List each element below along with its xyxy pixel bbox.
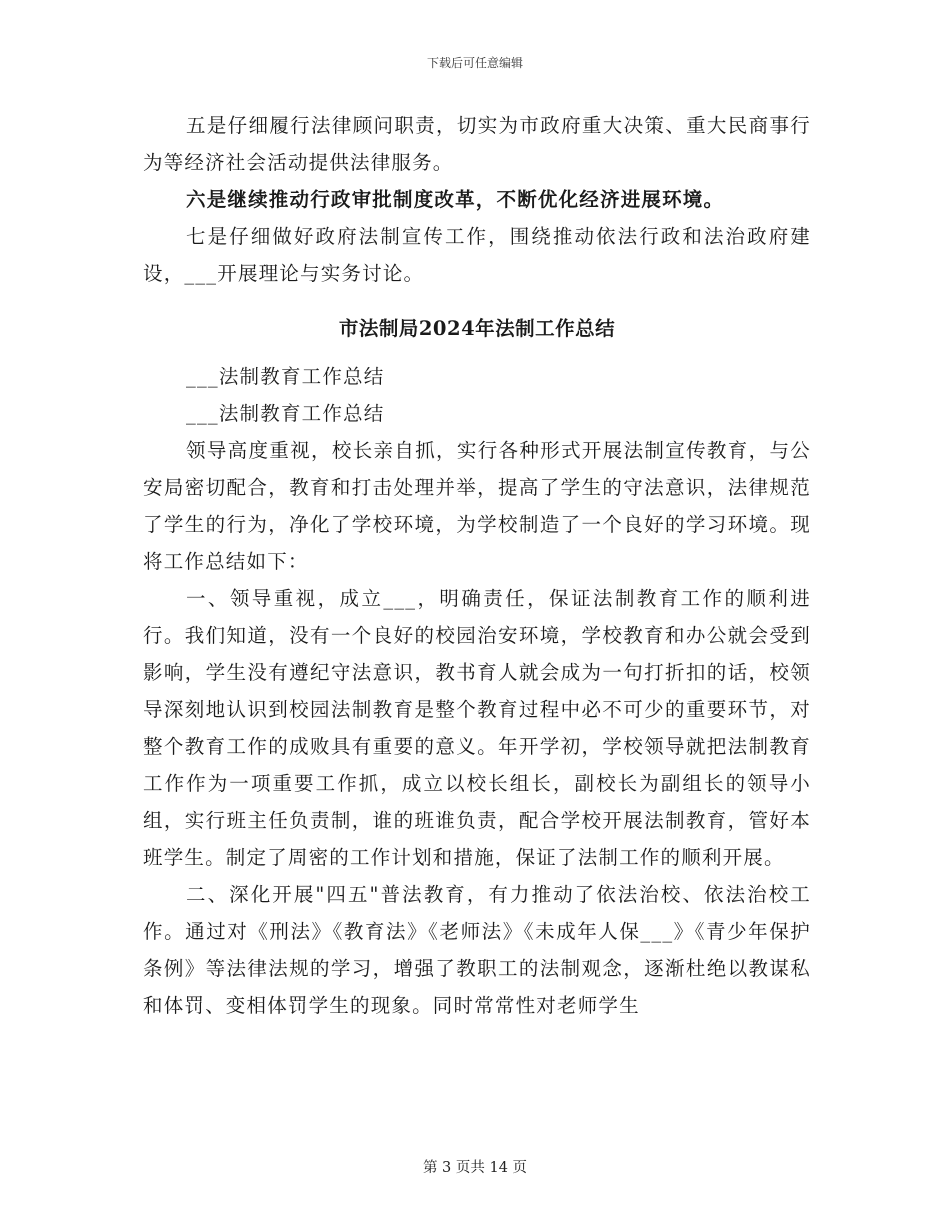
subheading-two: ___法制教育工作总结 [186,402,385,425]
subheading-one: ___法制教育工作总结 [186,365,385,388]
document-body [143,107,811,1024]
paragraph-seven: 七是仔细做好政府法制宣传工作，围绕推动依法行政和法治政府建设，___开展理论与实务讨论。 [143,225,811,285]
item-one-paragraph: 一、领导重视，成立___，明确责任，保证法制教育工作的顺利进行。我们知道，没有一个良好的校园治安环境，学校教育和办公就会受到影响，学生没有遵纪守法意识，教书育人就会成为一句打折扣的话，校领导深刻地认识到校园法制教育是整个教育过程中必不可少的重要环节，对整个教育工作的成败具有重要的意义。年开学初，学校领导就把法制教育工作作为一项重要工作抓，成立以校长组长，副校长为副组长的领导小组，实行班主任负责制，谁的班谁负责，配合学校开展法制教育，管好本班学生。制定了周密的工作计划和措施，保证了法制工作的顺利开展。 [143,587,811,869]
header-note: 下载后可任意编辑 [426,56,523,70]
paragraph-six: 六是继续推动行政审批制度改革，不断优化经济进展环境。 [186,188,725,211]
document-title: 市法制局2024年法制工作总结 [338,317,616,340]
item-two-paragraph: 二、深化开展"四五"普法教育，有力推动了依法治校、依法治校工作。通过对《刑法》《教育法》《老师法》《未成年人保___》《青少年保护条例》等法律法规的学习，增强了教职工的法制观念，逐渐杜绝以教谋私和体罚、变相体罚学生的现象。同时常常性对老师学生 [143,883,811,1017]
paragraph-five: 五是仔细履行法律顾问职责，切实为市政府重大决策、重大民商事行为等经济社会活动提供法律服务。 [143,114,811,174]
intro-paragraph: 领导高度重视，校长亲自抓，实行各种形式开展法制宣传教育，与公安局密切配合，教育和打击处理并举，提高了学生的守法意识，法律规范了学生的行为，净化了学校环境，为学校制造了一个良好的学习环境。现将工作总结如下： [143,439,811,573]
page-footer: 第 3 页共 14 页 [422,1160,528,1176]
